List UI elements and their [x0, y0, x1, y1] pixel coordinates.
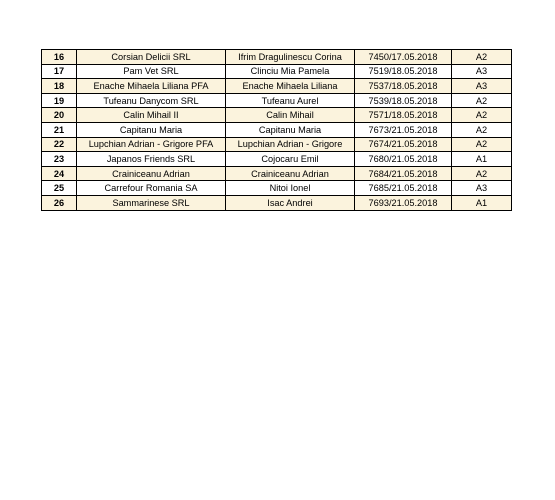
- registration-number-date: 7539/18.05.2018: [355, 93, 452, 108]
- registration-number-date: 7685/21.05.2018: [355, 181, 452, 196]
- representative-name: Capitanu Maria: [226, 122, 355, 137]
- row-number: 16: [42, 50, 77, 65]
- registry-table: [41, 49, 512, 211]
- table-row: [42, 79, 512, 94]
- class-code: A2: [452, 166, 512, 181]
- row-number: 18: [42, 79, 77, 94]
- company-name: Pam Vet SRL: [77, 64, 226, 79]
- table-row: [42, 122, 512, 137]
- table-row: [42, 195, 512, 210]
- table-row: [42, 181, 512, 196]
- registration-number-date: 7693/21.05.2018: [355, 195, 452, 210]
- table-row: [42, 108, 512, 123]
- class-code: A2: [452, 122, 512, 137]
- representative-name: Calin Mihail: [226, 108, 355, 123]
- row-number: 17: [42, 64, 77, 79]
- class-code: A3: [452, 181, 512, 196]
- representative-name: Ifrim Dragulinescu Corina: [226, 50, 355, 65]
- registry-table-body: [42, 50, 512, 211]
- registration-number-date: 7674/21.05.2018: [355, 137, 452, 152]
- table-row: [42, 137, 512, 152]
- company-name: Corsian Delicii SRL: [77, 50, 226, 65]
- class-code: A3: [452, 79, 512, 94]
- representative-name: Cojocaru Emil: [226, 152, 355, 167]
- class-code: A3: [452, 64, 512, 79]
- class-code: A1: [452, 195, 512, 210]
- representative-name: Tufeanu Aurel: [226, 93, 355, 108]
- company-name: Calin Mihail II: [77, 108, 226, 123]
- row-number: 19: [42, 93, 77, 108]
- class-code: A2: [452, 137, 512, 152]
- row-number: 20: [42, 108, 77, 123]
- registration-number-date: 7519/18.05.2018: [355, 64, 452, 79]
- table-row: [42, 64, 512, 79]
- registration-number-date: 7450/17.05.2018: [355, 50, 452, 65]
- representative-name: Nitoi Ionel: [226, 181, 355, 196]
- company-name: Tufeanu Danycom SRL: [77, 93, 226, 108]
- table-row: [42, 93, 512, 108]
- representative-name: Lupchian Adrian - Grigore: [226, 137, 355, 152]
- row-number: 21: [42, 122, 77, 137]
- registration-number-date: 7684/21.05.2018: [355, 166, 452, 181]
- row-number: 25: [42, 181, 77, 196]
- company-name: Carrefour Romania SA: [77, 181, 226, 196]
- table-row: [42, 50, 512, 65]
- row-number: 23: [42, 152, 77, 167]
- company-name: Japanos Friends SRL: [77, 152, 226, 167]
- registration-number-date: 7537/18.05.2018: [355, 79, 452, 94]
- row-number: 26: [42, 195, 77, 210]
- row-number: 22: [42, 137, 77, 152]
- class-code: A2: [452, 108, 512, 123]
- company-name: Crainiceanu Adrian: [77, 166, 226, 181]
- registration-number-date: 7571/18.05.2018: [355, 108, 452, 123]
- company-name: Capitanu Maria: [77, 122, 226, 137]
- representative-name: Enache Mihaela Liliana: [226, 79, 355, 94]
- table-row: [42, 152, 512, 167]
- company-name: Enache Mihaela Liliana PFA: [77, 79, 226, 94]
- row-number: 24: [42, 166, 77, 181]
- class-code: A2: [452, 93, 512, 108]
- representative-name: Crainiceanu Adrian: [226, 166, 355, 181]
- company-name: Sammarinese SRL: [77, 195, 226, 210]
- representative-name: Clinciu Mia Pamela: [226, 64, 355, 79]
- class-code: A1: [452, 152, 512, 167]
- registration-number-date: 7680/21.05.2018: [355, 152, 452, 167]
- table-row: [42, 166, 512, 181]
- registration-number-date: 7673/21.05.2018: [355, 122, 452, 137]
- class-code: A2: [452, 50, 512, 65]
- company-name: Lupchian Adrian - Grigore PFA: [77, 137, 226, 152]
- representative-name: Isac Andrei: [226, 195, 355, 210]
